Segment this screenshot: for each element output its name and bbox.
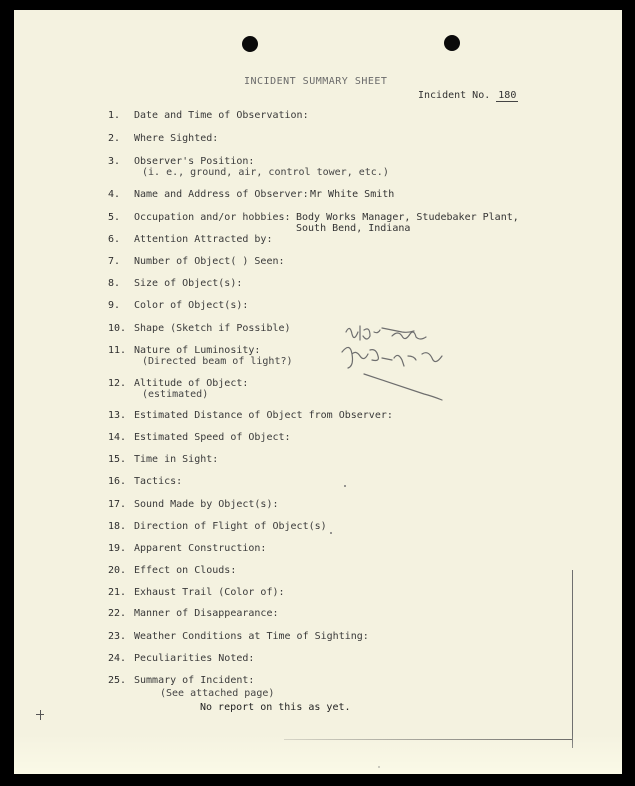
item-number: 4. <box>108 189 121 200</box>
item-label: Size of Object(s): <box>134 278 243 289</box>
item-number: 23. <box>108 631 127 642</box>
item-label: Attention Attracted by: <box>134 234 273 245</box>
observer-name: Mr White Smith <box>310 189 395 200</box>
item-sublabel: (i. e., ground, air, control tower, etc.) <box>142 167 389 178</box>
speck <box>330 532 332 534</box>
item-number: 20. <box>108 565 127 576</box>
item-label: Peculiarities Noted: <box>134 653 255 664</box>
item-label: Occupation and/or hobbies: <box>134 212 291 223</box>
item-number: 18. <box>108 521 127 532</box>
punch-hole <box>444 35 460 51</box>
item-number: 5. <box>108 212 121 223</box>
item-label: Date and Time of Observation: <box>134 110 309 121</box>
item-label: Summary of Incident: <box>134 675 255 686</box>
item-label: Altitude of Object: <box>134 378 249 389</box>
occupation-value: Body Works Manager, Studebaker Plant, <box>296 212 519 223</box>
item-number: 3. <box>108 156 121 167</box>
item-number: 14. <box>108 432 127 443</box>
item-number: 13. <box>108 410 127 421</box>
item-label: Effect on Clouds: <box>134 565 237 576</box>
item-number: 2. <box>108 133 121 144</box>
right-margin-line <box>572 570 573 748</box>
item-label: Nature of Luminosity: <box>134 345 261 356</box>
item-number: 9. <box>108 300 121 311</box>
item-number: 19. <box>108 543 127 554</box>
item-number: 16. <box>108 476 127 487</box>
incident-number-field <box>418 90 518 101</box>
item-label: Exhaust Trail (Color of): <box>134 587 285 598</box>
item-label: Number of Object( ) Seen: <box>134 256 285 267</box>
item-label: Weather Conditions at Time of Sighting: <box>134 631 369 642</box>
item-label: Tactics: <box>134 476 183 487</box>
item-label: Time in Sight: <box>134 454 219 465</box>
item-label: Sound Made by Object(s): <box>134 499 279 510</box>
item-label: Color of Object(s): <box>134 300 249 311</box>
item-label: Estimated Distance of Object from Observer: <box>134 410 393 421</box>
incident-label: Incident No. <box>418 90 491 101</box>
item-label: Where Sighted: <box>134 133 219 144</box>
item-number: 6. <box>108 234 121 245</box>
item-sublabel: (See attached page) <box>160 688 275 699</box>
item-label: Observer's Position: <box>134 156 255 167</box>
punch-hole <box>242 36 258 52</box>
speck <box>344 485 346 487</box>
item-number: 10. <box>108 323 127 334</box>
item-number: 24. <box>108 653 127 664</box>
occupation-value-line2: South Bend, Indiana <box>296 223 411 234</box>
item-number: 22. <box>108 608 127 619</box>
item-label: Name and Address of Observer: <box>134 189 309 200</box>
item-label: Manner of Disappearance: <box>134 608 279 619</box>
item-number: 17. <box>108 499 127 510</box>
registration-mark <box>40 710 41 720</box>
item-sublabel: (Directed beam of light?) <box>142 356 293 367</box>
item-number: 15. <box>108 454 127 465</box>
item-number: 7. <box>108 256 121 267</box>
no-report-note: No report on this as yet. <box>200 702 351 713</box>
item-label: Apparent Construction: <box>134 543 267 554</box>
item-number: 25. <box>108 675 127 686</box>
incident-number: 180 <box>498 90 517 101</box>
speck <box>378 766 380 768</box>
item-number: 11. <box>108 345 127 356</box>
item-sublabel: (estimated) <box>142 389 209 400</box>
item-number: 1. <box>108 110 121 121</box>
bottom-rule <box>284 739 572 740</box>
handwritten-annotation <box>334 322 484 402</box>
item-label: Estimated Speed of Object: <box>134 432 291 443</box>
page-title: INCIDENT SUMMARY SHEET <box>244 76 388 87</box>
item-number: 8. <box>108 278 121 289</box>
item-label: Direction of Flight of Object(s) <box>134 521 327 532</box>
item-label: Shape (Sketch if Possible) <box>134 323 291 334</box>
item-number: 21. <box>108 587 127 598</box>
item-number: 12. <box>108 378 127 389</box>
document-page <box>14 10 622 774</box>
